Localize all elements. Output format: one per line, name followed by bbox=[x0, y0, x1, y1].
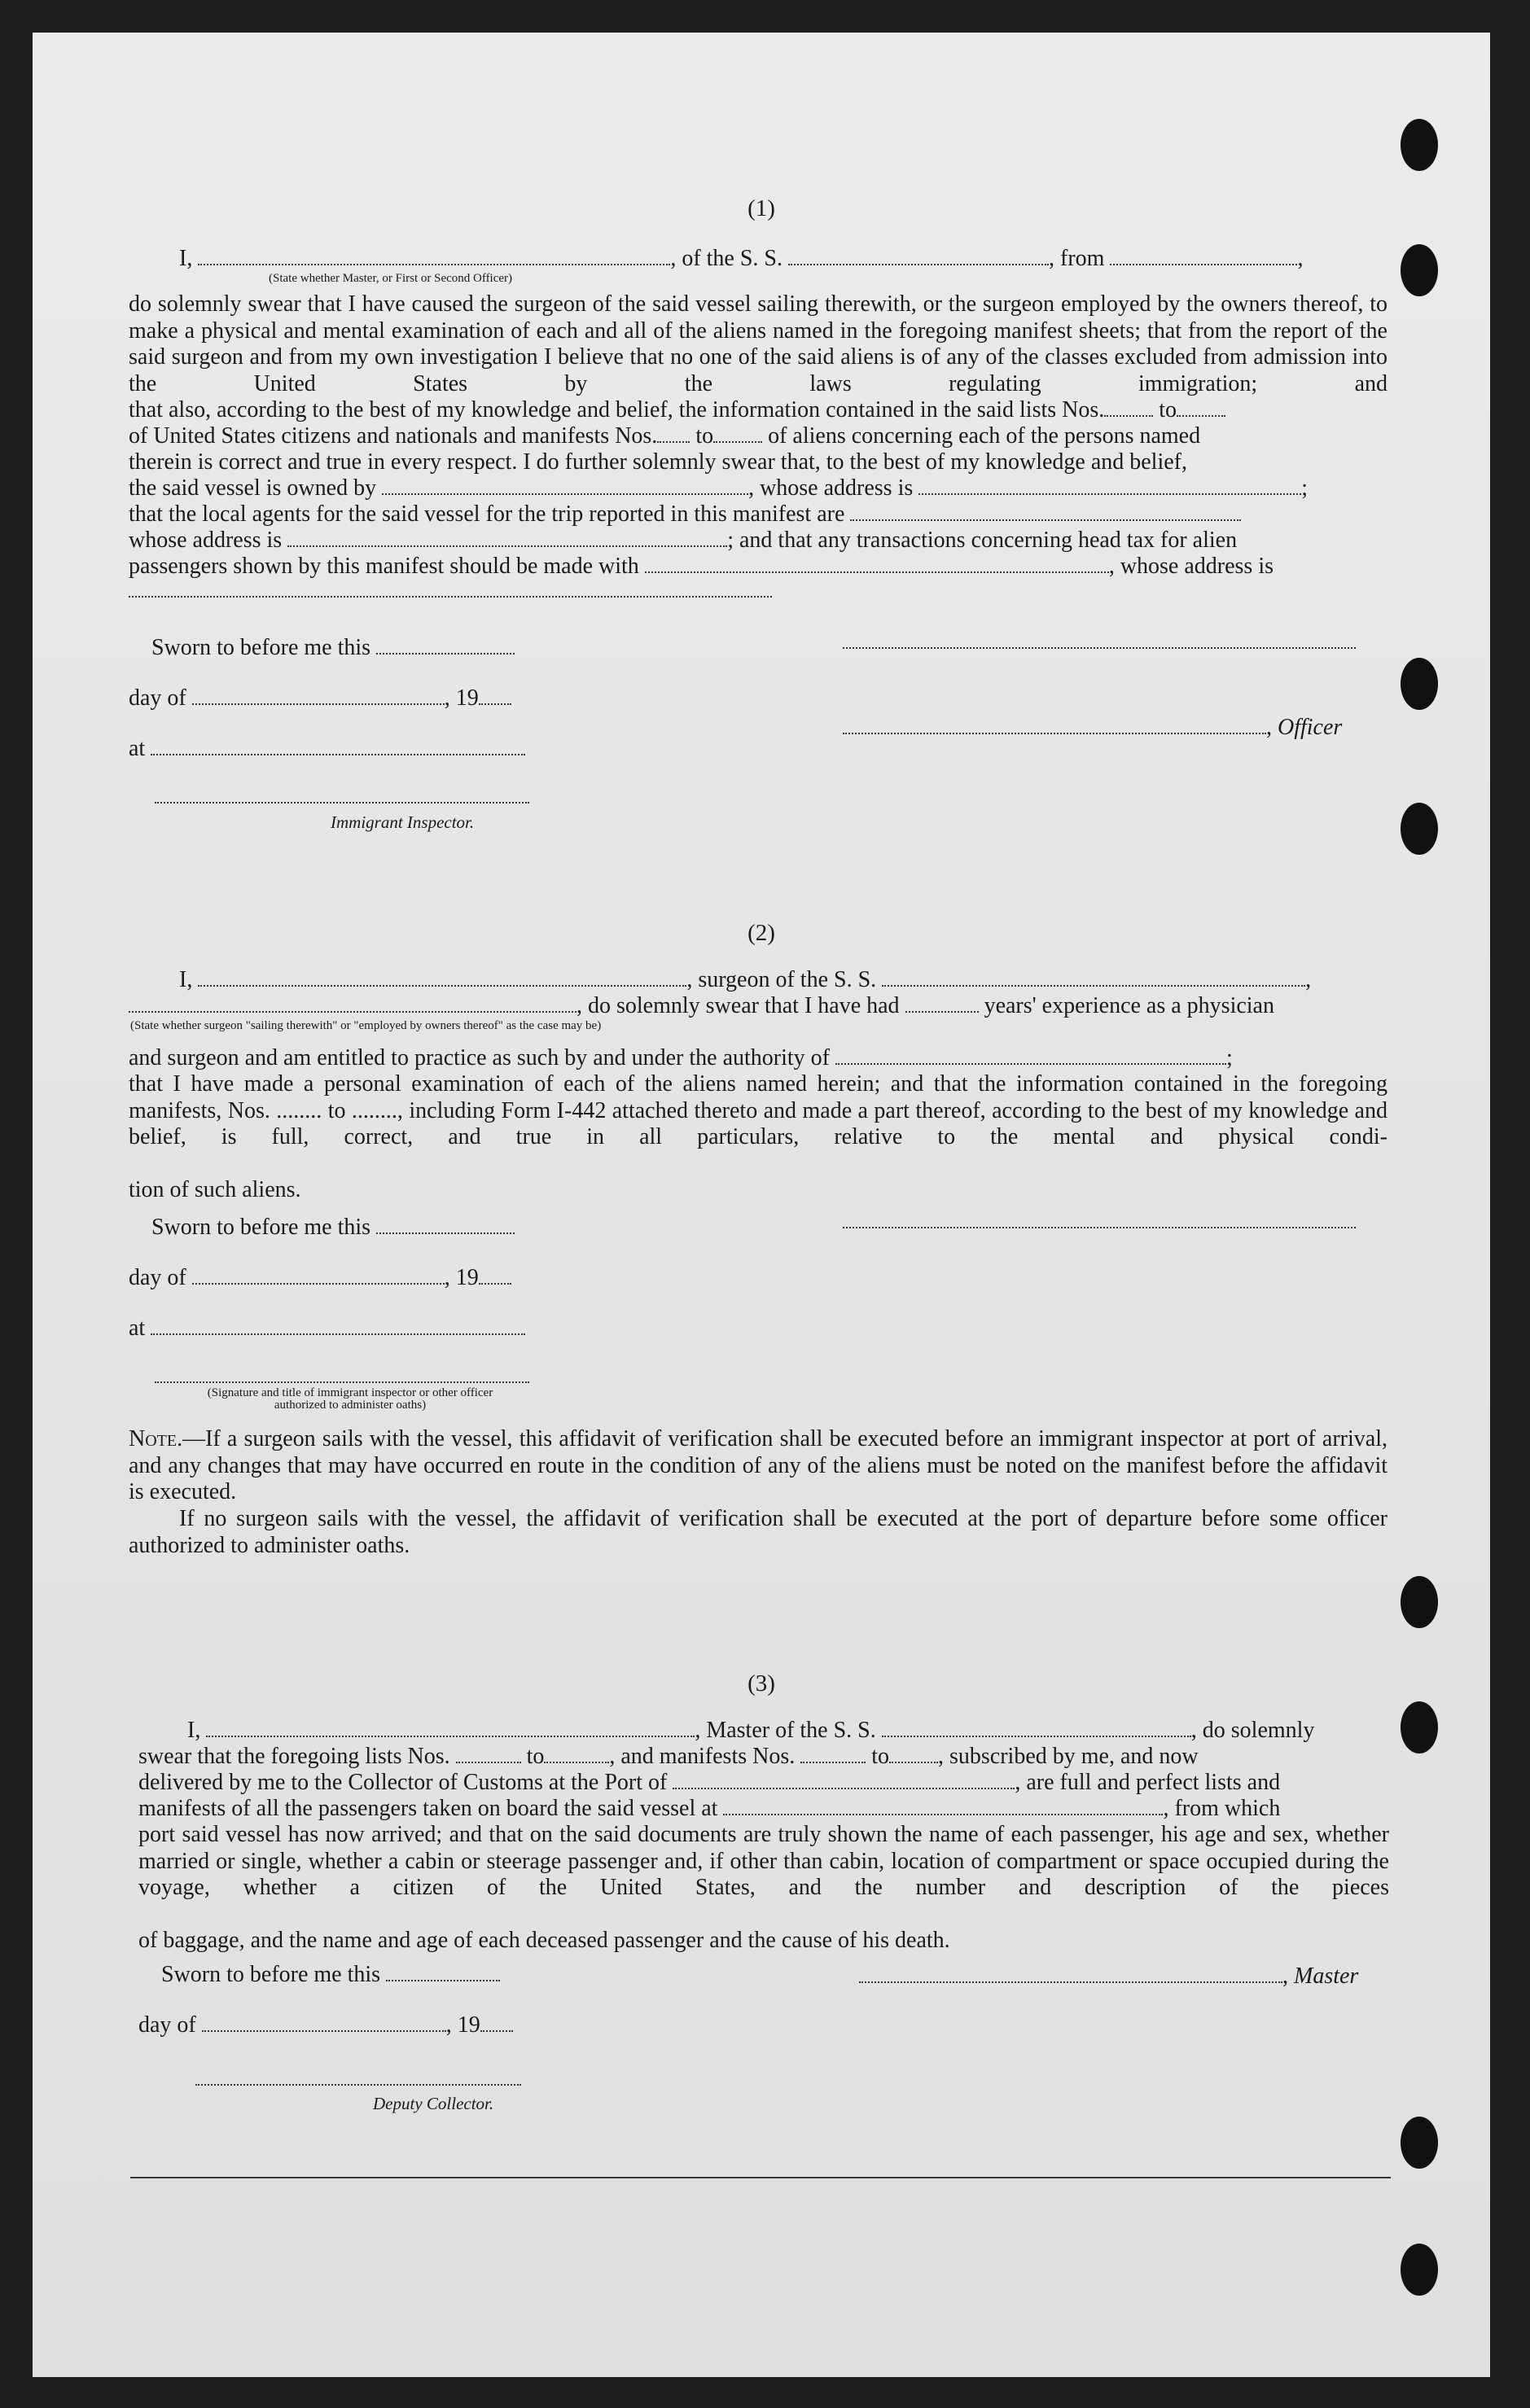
at-label: at bbox=[129, 1316, 525, 1342]
address-line: whose address is ; and that any transactions concerning head tax for alien bbox=[129, 528, 1238, 553]
punch-hole bbox=[1401, 244, 1438, 296]
day-label: day of , 19 bbox=[129, 685, 511, 711]
punch-hole bbox=[1401, 2117, 1438, 2169]
sworn-label: Sworn to before me this bbox=[161, 1962, 500, 1988]
agents-line: that the local agents for the said vessel for the trip reported in this manifest are bbox=[129, 501, 1241, 528]
master-line: I, , of the S. S. , from , bbox=[179, 246, 1304, 271]
deputy-collector: Deputy Collector. bbox=[373, 2094, 494, 2113]
surgeon-note: (State whether surgeon "sailing therewith" or "employed by owners thereof" as the case may be) bbox=[130, 1019, 602, 1032]
aliens-line: tion of such aliens. bbox=[129, 1177, 301, 1202]
experience-line: , do solemnly swear that I have had years' experience as a physician bbox=[129, 993, 1274, 1019]
master-s3-line: I, , Master of the S. S. , do solemnly bbox=[187, 1718, 1315, 1743]
punch-hole bbox=[1401, 803, 1438, 855]
officer-sig: , Officer bbox=[843, 715, 1342, 741]
section-number: (3) bbox=[747, 1670, 775, 1697]
lists-line: that also, according to the best of my knowledge and belief, the information contained in the said lists Nos. to bbox=[129, 397, 1388, 423]
oath-text: do solemnly swear that I have caused the surgeon of the said vessel sailing therewith, or the surgeon employed by the owners thereof, to make a physical and mental examination of each and all of the aliens named in the foregoing manifest sheets; that from the report of the said surgeon and from my own investigation I believe that no one of the said aliens is of any of the classes excluded from admission into the United States by the laws regulating immigration; and bbox=[129, 291, 1388, 396]
baggage-line: of baggage, and the name and age of each deceased passenger and the cause of his death. bbox=[138, 1928, 950, 1953]
signature-note: (Signature and title of immigrant inspector or other officer authorized to administer oaths) bbox=[207, 1386, 493, 1412]
form-sheet bbox=[33, 33, 1490, 2377]
punch-hole bbox=[1401, 1576, 1438, 1628]
section-number: (1) bbox=[747, 195, 775, 221]
day-label: day of , 19 bbox=[138, 2012, 513, 2038]
bottom-rule bbox=[130, 2177, 1391, 2178]
surgeon-line: I, , surgeon of the S. S. , bbox=[179, 967, 1312, 992]
surgeon-oath-text: that I have made a personal examination of each of the aliens named herein; and that the information contained in the foregoing manifests, Nos. ........ to ........, including Form I-442 attached thereto and made a part thereof, according to the best of my knowledge and belief, is full, correct, and true in all particulars, relative to the mental and physical condi- bbox=[129, 1071, 1388, 1149]
manifests-line: of United States citizens and nationals and manifests Nos. to of aliens concerning each of the persons named bbox=[129, 423, 1201, 449]
punch-hole bbox=[1401, 2244, 1438, 2296]
passengers-line: passengers shown by this manifest should be made with , whose address is bbox=[129, 554, 1274, 579]
sworn-label: Sworn to before me this bbox=[151, 635, 515, 661]
punch-hole bbox=[1401, 119, 1438, 171]
lists-s3-line: swear that the foregoing lists Nos. to , and manifests Nos. to , subscribed by me, and now bbox=[138, 1744, 1199, 1769]
sworn-label: Sworn to before me this bbox=[151, 1215, 515, 1241]
owned-line: the said vessel is owned by , whose address is ; bbox=[129, 475, 1309, 501]
at-label: at bbox=[129, 736, 525, 762]
master-sig: , Master bbox=[859, 1964, 1358, 1990]
immigrant-inspector: Immigrant Inspector. bbox=[331, 812, 475, 832]
section-number: (2) bbox=[747, 920, 775, 946]
no-surgeon-text: If no surgeon sails with the vessel, the affidavit of verification shall be executed at the port of departure before some officer authorized to administer oaths. bbox=[129, 1506, 1388, 1558]
note-text: Note.—If a surgeon sails with the vessel, this affidavit of verification shall be executed before an immigrant inspector at port of arrival, and any changes that may have occurred en route in the condition of any of the aliens must be noted on the manifest before the affidavit is executed. bbox=[129, 1426, 1388, 1504]
correct-line: therein is correct and true in every respect. I do further solemnly swear that, to the best of my knowledge and belief, bbox=[129, 449, 1187, 475]
punch-hole bbox=[1401, 658, 1438, 710]
authority-line: and surgeon and am entitled to practice as such by and under the authority of ; bbox=[129, 1045, 1233, 1070]
manifests-s3-line: manifests of all the passengers taken on board the said vessel at , from which bbox=[138, 1796, 1281, 1821]
day-label: day of , 19 bbox=[129, 1265, 511, 1291]
punch-hole bbox=[1401, 1701, 1438, 1753]
delivered-line: delivered by me to the Collector of Customs at the Port of , are full and perfect lists and bbox=[138, 1770, 1281, 1795]
officer-note: (State whether Master, or First or Second Officer) bbox=[269, 272, 513, 285]
master-oath-text: port said vessel has now arrived; and that on the said documents are truly shown the name of each passenger, his age and sex, whether married or single, whether a cabin or steerage passenger and, if other than cabin, location of compartment or space occupied during the voyage, whether a citizen of the United States, and the number and description of the pieces bbox=[138, 1822, 1389, 1900]
